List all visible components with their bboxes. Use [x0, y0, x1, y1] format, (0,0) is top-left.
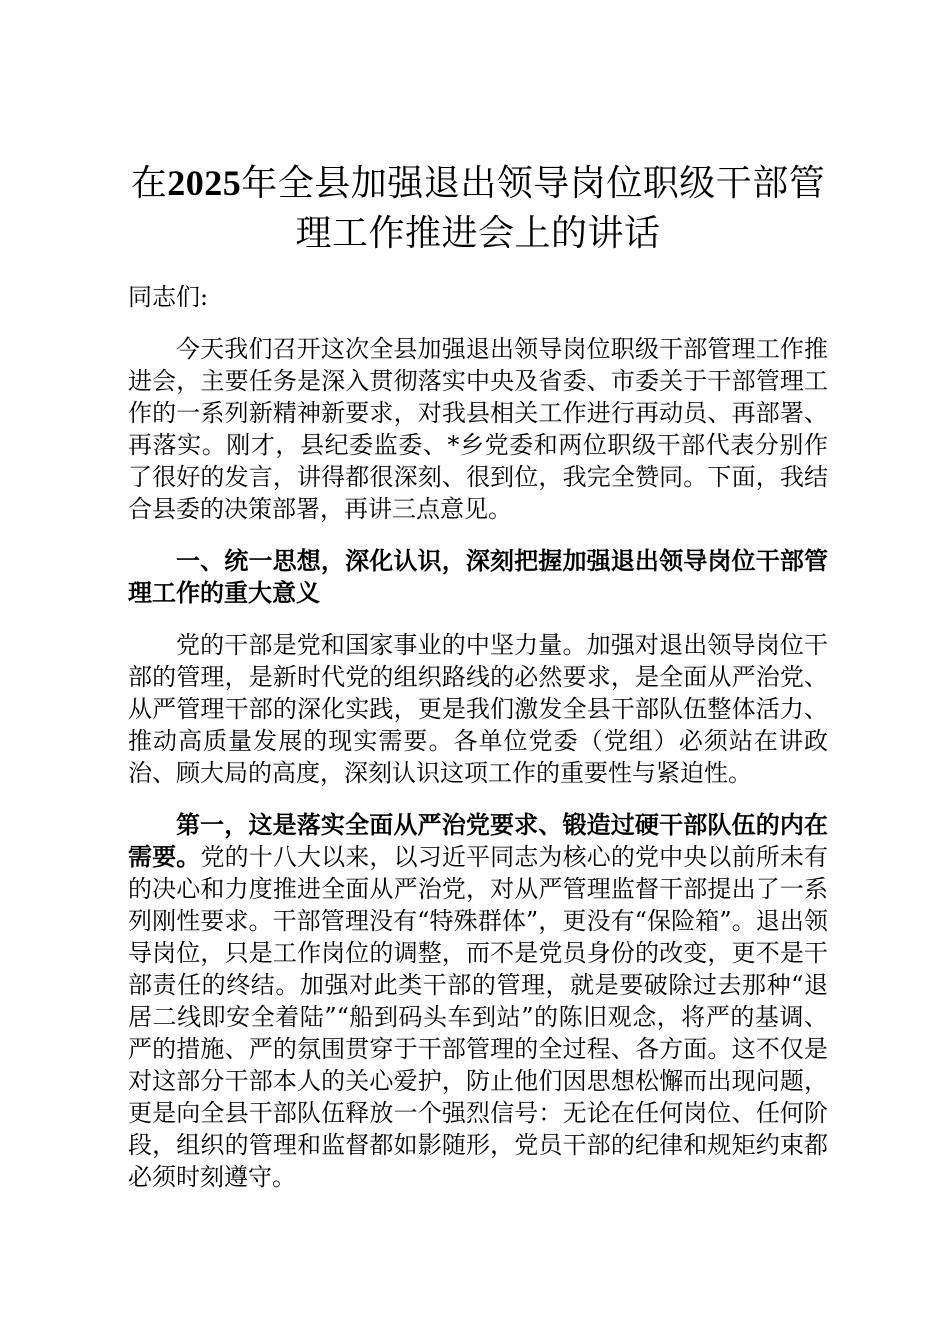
- intro-paragraph: 今天我们召开这次全县加强退出领导岗位职级干部管理工作推进会，主要任务是深入贯彻落实中央及省委、市委关于干部管理工作的一系列新精神新要求，对我县相关工作进行再动员、再部署、再落实。刚才，县纪委监委、*乡党委和两位职级干部代表分别作了很好的发言，讲得都很深刻、很到位，我完全赞同。下面，我结合县委的决策部署，再讲三点意见。: [128, 335, 828, 523]
- document-page: [128, 158, 828, 1193]
- section1-paragraph: 党的干部是党和国家事业的中坚力量。加强对退出领导岗位干部的管理，是新时代党的组织路线的必然要求，是全面从严治党、从严管理干部的深化实践，更是我们激发全县干部队伍整体活力、推动高质量发展的现实需要。各单位党委（党组）必须站在讲政治、顾大局的高度，深刻认识这项工作的重要性与紧迫性。: [128, 631, 828, 787]
- title-year: 2025: [167, 163, 242, 203]
- point1-lead: 第一，这是落实全面从严治党要求、锻造过硬干部队伍的内在需要。: [128, 810, 828, 871]
- title-prefix: 在: [130, 163, 168, 204]
- document-title: [116, 158, 840, 259]
- point1-body: 党的十八大以来，以习近平同志为核心的党中央以前所未有的决心和力度推进全面从严治党，对从严管理监督干部提出了一系列刚性要求。干部管理没有“特殊群体”，更没有“保险箱”。退出领导岗位，只是工作岗位的调整，而不是党员身份的改变，更不是干部责任的终结。加强对此类干部的管理，就是要破除过去那种“退居二线即安全着陆”“船到码头车到站”的陈旧观念，将严的基调、严的措施、严的氛围贯穿于干部管理的全过程、各方面。这不仅是对这部分干部本人的关心爱护，防止他们因思想松懈而出现问题，更是向全县干部队伍释放一个强烈信号：无论在任何岗位、任何阶段，组织的管理和监督都如影随形，党员干部的纪律和规矩约束都必须时刻遵守。: [128, 843, 829, 1191]
- title-rest: 年全县加强退出领导岗位职级干部管理工作推进会上的讲话: [241, 163, 826, 254]
- point1-paragraph: [128, 809, 828, 1193]
- section-heading-1: 一、统一思想，深化认识，深刻把握加强退出领导岗位干部管理工作的重大意义: [128, 546, 828, 607]
- salutation: 同志们:: [128, 283, 209, 311]
